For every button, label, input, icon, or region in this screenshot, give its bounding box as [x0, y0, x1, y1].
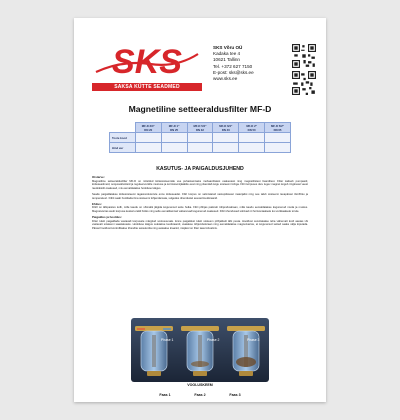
qr-code-icon: [292, 44, 316, 68]
spec-cell: [239, 133, 265, 143]
paragraph: Filtril on läbipaistev kolb, mille kaudu on võimalik jälgida kogunenud sette hulka. Filtri põhjas paikneb tühjenduskraan, mille kaudu eemaldatakse kogunenud muda ja mustus. Magnetvarras asub korpuse keskel eraldi hülsis ning selle eemaldamisel vabanevad kogunenud osakesed. Filtri ühendused sobivad nii horisontaalsele kui vertikaalsele torule.: [92, 206, 308, 213]
spec-row-label: Hind eur: [110, 143, 136, 153]
contact-city: 10621 Tallinn: [213, 57, 240, 63]
spec-cell: [265, 133, 291, 143]
sks-logo-mark: [92, 42, 202, 82]
logo-tagline: SAKSA KÜTTE SEADMED: [92, 83, 202, 91]
flow-diagram: [131, 318, 269, 382]
spec-cell: [265, 143, 291, 153]
spec-cell: [239, 143, 265, 153]
spec-col-header: MF-D 6/4" DN 40: [213, 123, 239, 133]
phase-label-3: Phase 3: [247, 338, 260, 342]
spec-row-price: [110, 143, 291, 153]
spec-table: [109, 122, 291, 153]
logo-text: SKS: [112, 43, 182, 81]
contact-phone: Tel. +372 627 7150: [213, 63, 253, 69]
spec-col-header: MF-D 3/4" DN 20: [135, 123, 161, 133]
paragraph-heading: Ehitus:: [92, 201, 102, 206]
instructions-body: [92, 176, 308, 233]
phase-caption-3: Faas 3: [229, 393, 241, 397]
phase-caption-1: Faas 1: [159, 393, 171, 397]
spec-cell: [187, 133, 213, 143]
spec-col-header: MF-D 5/2" DN 65: [265, 123, 291, 133]
spec-header-row: [110, 123, 291, 133]
contact-web[interactable]: www.sks.ee: [213, 76, 238, 82]
phase-label-2: Phase 2: [207, 338, 220, 342]
spec-cell: [161, 143, 187, 153]
sks-logo: [92, 42, 202, 100]
paragraph-heading: Otstarve:: [92, 175, 105, 179]
phase-label-1: Phase 1: [161, 338, 174, 342]
spec-cell: [187, 143, 213, 153]
contact-email[interactable]: E-post: sks@sks.ee: [213, 69, 254, 75]
paragraph: Seade paigaldatakse küttesüsteemi tagasivoolutorule enne kütteseadet. Filtri korpus on valmistatud vastupidavast materjalist ning see talub süsteemi tavapärast töörõhku ja temperatuuri. Filtrit saab hooldada ilma süsteemi tühjendamata, sulgedes ühendustel asuvad kuulkraanid.: [92, 193, 308, 200]
phase-caption-2: Faas 2: [194, 393, 206, 397]
diagram-caption: VOOLUSKEEM: [187, 383, 213, 387]
spec-cell: [213, 133, 239, 143]
spec-row-product-code: [110, 133, 291, 143]
spec-row-label: Toote kood: [110, 133, 136, 143]
section-title: KASUTUS- JA PAIGALDUSJUHEND: [156, 166, 244, 172]
spec-col-header: MF-D 5/4" DN 32: [187, 123, 213, 133]
contact-street: Kadaka tee 4: [213, 51, 241, 57]
contact-block: [213, 45, 283, 82]
paragraph: Filter tuleb paigaldada vastavalt korpusele märgitud voolusuunale. Enne paigaldust tuleb süsteem põhjalikult läbi pesta. Hooldust soovitatakse teha vähemalt kord aastas või vastavalt süsteemi saastatusele. Hoolduse käigus suletakse kuulkraanid, avatakse tühjenduskraan ning eemaldatakse magnetvarras, et kogunenud setted saaks välja loputada. Pärast hooldust kontrollitakse tihendite seisukorda ning avatakse kraanid, misjärel on filter taas töövalmis.: [92, 219, 308, 230]
document-title: Magnetiline setteeraldusfilter MF-D: [128, 104, 272, 114]
spec-col-header: MF-D 1" DN 25: [161, 123, 187, 133]
spec-corner-cell: [110, 123, 136, 133]
spec-cell: [213, 143, 239, 153]
qr-code-icon: [292, 71, 316, 95]
spec-cell: [135, 133, 161, 143]
paragraph-heading: Paigaldus ja hooldus:: [92, 214, 122, 219]
spec-cell: [161, 133, 187, 143]
paragraph: Magnetiline setteeraldusfilter MF-D on mõeldud küttesüsteemide vee puhastamiseks mehaanilistest osakestest ning magnetilistest lisanditest. Filter kaitseb pumpasid, kütteseadmeid, soojusvahetiteid ja reguleerventiile mustuse ja korrosioonijääkide eest ning pikendab kogu süsteemi tööiga. Filtri korpuses olev tugev magnet kogub ringlevast veest raudoksiidi osakesed, mis eemaldatakse hoolduse käigus.: [92, 179, 308, 191]
document-page: [74, 18, 326, 402]
spec-col-header: MF-D 2" DN 50: [239, 123, 265, 133]
spec-cell: [135, 143, 161, 153]
company-name: SKS Võru OÜ: [213, 45, 243, 50]
